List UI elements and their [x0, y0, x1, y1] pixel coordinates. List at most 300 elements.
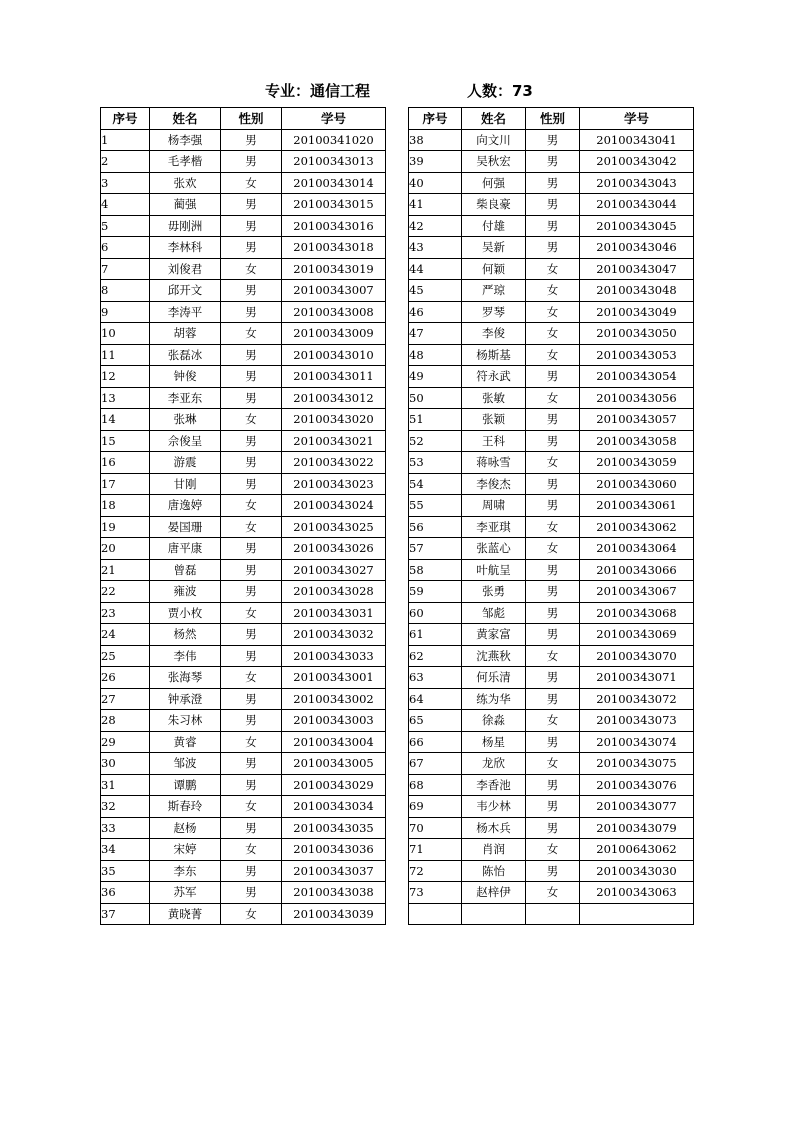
major-title: 专业：通信工程	[265, 82, 371, 100]
cell-name: 吴新	[462, 237, 526, 259]
cell-name: 向文川	[462, 129, 526, 151]
cell-no: 72	[409, 860, 462, 882]
cell-no: 2	[101, 151, 150, 173]
cell-no: 12	[101, 366, 150, 388]
cell-no: 25	[101, 645, 150, 667]
cell-student-id: 20100343015	[282, 194, 386, 216]
cell-no: 10	[101, 323, 150, 345]
table-row	[409, 215, 694, 237]
cell-student-id: 20100343035	[282, 817, 386, 839]
cell-student-id: 20100343067	[580, 581, 694, 603]
cell-gender: 男	[221, 237, 282, 259]
cell-student-id: 20100343073	[580, 710, 694, 732]
cell-name: 胡蓉	[150, 323, 221, 345]
cell-student-id: 20100343060	[580, 473, 694, 495]
table-row	[409, 344, 694, 366]
table-row	[101, 624, 386, 646]
cell-student-id: 20100343056	[580, 387, 694, 409]
table-row	[409, 710, 694, 732]
cell-student-id: 20100343032	[282, 624, 386, 646]
cell-no: 39	[409, 151, 462, 173]
cell-name: 刘俊君	[150, 258, 221, 280]
cell-no: 56	[409, 516, 462, 538]
cell-name	[462, 903, 526, 925]
cell-no: 51	[409, 409, 462, 431]
cell-name: 杨李强	[150, 129, 221, 151]
cell-no: 52	[409, 430, 462, 452]
cell-name: 朱习林	[150, 710, 221, 732]
cell-no: 44	[409, 258, 462, 280]
table-row	[409, 237, 694, 259]
cell-student-id: 20100343042	[580, 151, 694, 173]
cell-name: 宋婷	[150, 839, 221, 861]
cell-student-id: 20100343023	[282, 473, 386, 495]
cell-name: 杨星	[462, 731, 526, 753]
cell-no: 15	[101, 430, 150, 452]
cell-student-id: 20100343011	[282, 366, 386, 388]
cell-student-id: 20100343025	[282, 516, 386, 538]
cell-gender: 男	[526, 172, 580, 194]
cell-student-id: 20100343034	[282, 796, 386, 818]
cell-gender: 男	[221, 624, 282, 646]
cell-gender: 男	[221, 129, 282, 151]
cell-student-id: 20100343041	[580, 129, 694, 151]
cell-name: 谭鹏	[150, 774, 221, 796]
table-row	[101, 753, 386, 775]
cell-gender: 男	[221, 194, 282, 216]
cell-gender: 男	[526, 194, 580, 216]
cell-gender: 男	[526, 774, 580, 796]
cell-student-id: 20100343061	[580, 495, 694, 517]
cell-student-id: 20100343053	[580, 344, 694, 366]
cell-no: 57	[409, 538, 462, 560]
cell-name: 叶航呈	[462, 559, 526, 581]
table-row	[409, 430, 694, 452]
cell-name: 何颖	[462, 258, 526, 280]
cell-no: 47	[409, 323, 462, 345]
cell-name: 邹波	[150, 753, 221, 775]
cell-no: 1	[101, 129, 150, 151]
cell-name: 李俊杰	[462, 473, 526, 495]
cell-name: 何乐清	[462, 667, 526, 689]
cell-name: 毛孝楷	[150, 151, 221, 173]
table-row	[101, 172, 386, 194]
table-row	[101, 581, 386, 603]
table-row	[101, 667, 386, 689]
cell-gender: 男	[526, 688, 580, 710]
cell-name: 钟承澄	[150, 688, 221, 710]
header-student-id: 学号	[580, 108, 694, 130]
cell-student-id: 20100343019	[282, 258, 386, 280]
cell-name: 李涛平	[150, 301, 221, 323]
cell-no: 27	[101, 688, 150, 710]
cell-student-id: 20100343003	[282, 710, 386, 732]
cell-name: 张磊冰	[150, 344, 221, 366]
cell-gender: 男	[526, 237, 580, 259]
cell-no: 49	[409, 366, 462, 388]
cell-no: 61	[409, 624, 462, 646]
cell-name: 黄睿	[150, 731, 221, 753]
cell-gender: 女	[221, 796, 282, 818]
cell-name: 付雄	[462, 215, 526, 237]
cell-no: 69	[409, 796, 462, 818]
cell-name: 杨斯基	[462, 344, 526, 366]
table-row	[409, 258, 694, 280]
table-row	[409, 280, 694, 302]
cell-gender: 男	[221, 559, 282, 581]
cell-gender: 男	[221, 538, 282, 560]
cell-name: 吴秋宏	[462, 151, 526, 173]
cell-name: 甘刚	[150, 473, 221, 495]
cell-no: 11	[101, 344, 150, 366]
cell-gender: 女	[221, 667, 282, 689]
cell-gender: 男	[526, 667, 580, 689]
cell-no: 37	[101, 903, 150, 925]
cell-gender: 女	[526, 516, 580, 538]
cell-student-id: 20100343058	[580, 430, 694, 452]
cell-student-id: 20100343012	[282, 387, 386, 409]
cell-student-id: 20100343016	[282, 215, 386, 237]
cell-no: 17	[101, 473, 150, 495]
cell-no: 19	[101, 516, 150, 538]
table-row	[101, 516, 386, 538]
cell-student-id: 20100343057	[580, 409, 694, 431]
cell-gender: 男	[221, 817, 282, 839]
cell-student-id: 20100343047	[580, 258, 694, 280]
cell-student-id: 20100343031	[282, 602, 386, 624]
cell-name: 韦少林	[462, 796, 526, 818]
cell-no: 35	[101, 860, 150, 882]
cell-no: 54	[409, 473, 462, 495]
cell-student-id	[580, 903, 694, 925]
table-header-row	[409, 108, 694, 130]
cell-name: 赵梓伊	[462, 882, 526, 904]
cell-gender: 女	[221, 731, 282, 753]
cell-name: 张颖	[462, 409, 526, 431]
cell-no: 26	[101, 667, 150, 689]
cell-gender: 女	[221, 839, 282, 861]
cell-student-id: 20100343068	[580, 602, 694, 624]
cell-student-id: 20100343049	[580, 301, 694, 323]
cell-name: 周啸	[462, 495, 526, 517]
cell-gender: 女	[526, 538, 580, 560]
cell-gender: 男	[526, 366, 580, 388]
cell-student-id: 20100343050	[580, 323, 694, 345]
table-row	[101, 559, 386, 581]
cell-name: 蔺强	[150, 194, 221, 216]
cell-gender: 男	[526, 473, 580, 495]
cell-name: 张欢	[150, 172, 221, 194]
cell-gender: 男	[526, 151, 580, 173]
table-row	[101, 430, 386, 452]
table-row	[409, 860, 694, 882]
cell-no: 55	[409, 495, 462, 517]
table-row	[101, 301, 386, 323]
cell-no: 24	[101, 624, 150, 646]
table-row	[409, 172, 694, 194]
cell-name: 张琳	[150, 409, 221, 431]
cell-student-id: 20100343010	[282, 344, 386, 366]
cell-no: 65	[409, 710, 462, 732]
cell-no: 29	[101, 731, 150, 753]
cell-name: 何强	[462, 172, 526, 194]
cell-gender: 男	[221, 280, 282, 302]
cell-name: 徐淼	[462, 710, 526, 732]
student-table-right	[408, 107, 694, 925]
cell-gender: 男	[526, 559, 580, 581]
header-no: 序号	[409, 108, 462, 130]
table-row	[101, 688, 386, 710]
cell-no: 32	[101, 796, 150, 818]
cell-gender: 男	[526, 796, 580, 818]
cell-name: 练为华	[462, 688, 526, 710]
table-row	[409, 602, 694, 624]
cell-student-id: 20100341020	[282, 129, 386, 151]
cell-no: 3	[101, 172, 150, 194]
table-row	[101, 796, 386, 818]
cell-no: 45	[409, 280, 462, 302]
cell-no: 36	[101, 882, 150, 904]
table-row	[409, 473, 694, 495]
cell-gender: 女	[526, 280, 580, 302]
cell-no: 21	[101, 559, 150, 581]
cell-name: 杨然	[150, 624, 221, 646]
cell-no: 33	[101, 817, 150, 839]
table-row	[409, 774, 694, 796]
cell-gender: 男	[221, 452, 282, 474]
header-student-id: 学号	[282, 108, 386, 130]
student-count: 人数：73	[467, 82, 533, 100]
cell-name: 晏国珊	[150, 516, 221, 538]
cell-student-id: 20100343018	[282, 237, 386, 259]
cell-gender: 女	[526, 301, 580, 323]
student-table-left	[100, 107, 386, 925]
cell-gender: 男	[526, 602, 580, 624]
cell-student-id: 20100343002	[282, 688, 386, 710]
cell-name: 陈怡	[462, 860, 526, 882]
table-row	[101, 409, 386, 431]
table-header-row	[101, 108, 386, 130]
table-row	[409, 323, 694, 345]
cell-name: 苏军	[150, 882, 221, 904]
cell-no	[409, 903, 462, 925]
table-row	[101, 774, 386, 796]
cell-name: 斯春玲	[150, 796, 221, 818]
cell-name: 李香池	[462, 774, 526, 796]
cell-no: 43	[409, 237, 462, 259]
cell-name: 黄晓菁	[150, 903, 221, 925]
cell-name: 符永武	[462, 366, 526, 388]
table-row	[409, 409, 694, 431]
cell-no: 22	[101, 581, 150, 603]
cell-gender: 男	[526, 430, 580, 452]
cell-gender: 男	[221, 151, 282, 173]
table-row	[101, 839, 386, 861]
table-row	[101, 280, 386, 302]
cell-no: 20	[101, 538, 150, 560]
cell-gender: 女	[526, 839, 580, 861]
cell-gender: 女	[526, 323, 580, 345]
header-gender: 性别	[526, 108, 580, 130]
header-gender: 性别	[221, 108, 282, 130]
cell-student-id: 20100343076	[580, 774, 694, 796]
cell-student-id: 20100343028	[282, 581, 386, 603]
table-row	[101, 645, 386, 667]
cell-gender: 女	[221, 903, 282, 925]
cell-student-id: 20100343020	[282, 409, 386, 431]
table-row	[409, 645, 694, 667]
cell-student-id: 20100343026	[282, 538, 386, 560]
cell-student-id: 20100343024	[282, 495, 386, 517]
cell-no: 71	[409, 839, 462, 861]
cell-no: 67	[409, 753, 462, 775]
table-row	[101, 366, 386, 388]
cell-student-id: 20100343054	[580, 366, 694, 388]
cell-name: 张蓝心	[462, 538, 526, 560]
cell-name: 李伟	[150, 645, 221, 667]
cell-student-id: 20100343043	[580, 172, 694, 194]
table-row	[409, 817, 694, 839]
cell-gender: 男	[221, 215, 282, 237]
table-row	[409, 903, 694, 925]
cell-student-id: 20100343062	[580, 516, 694, 538]
cell-student-id: 20100343007	[282, 280, 386, 302]
cell-student-id: 20100343022	[282, 452, 386, 474]
cell-no: 34	[101, 839, 150, 861]
cell-no: 13	[101, 387, 150, 409]
cell-no: 63	[409, 667, 462, 689]
cell-student-id: 20100343009	[282, 323, 386, 345]
cell-student-id: 20100343044	[580, 194, 694, 216]
table-row	[101, 495, 386, 517]
table-row	[409, 151, 694, 173]
cell-no: 30	[101, 753, 150, 775]
header-name: 姓名	[150, 108, 221, 130]
cell-student-id: 20100343037	[282, 860, 386, 882]
cell-no: 53	[409, 452, 462, 474]
table-row	[409, 452, 694, 474]
cell-student-id: 20100643062	[580, 839, 694, 861]
cell-no: 59	[409, 581, 462, 603]
cell-student-id: 20100343008	[282, 301, 386, 323]
cell-gender: 女	[526, 344, 580, 366]
cell-gender: 女	[221, 172, 282, 194]
cell-gender: 女	[221, 323, 282, 345]
cell-gender: 男	[526, 581, 580, 603]
cell-student-id: 20100343069	[580, 624, 694, 646]
cell-name: 邹彪	[462, 602, 526, 624]
cell-name: 贾小枚	[150, 602, 221, 624]
table-row	[409, 516, 694, 538]
table-row	[101, 258, 386, 280]
cell-no: 70	[409, 817, 462, 839]
cell-student-id: 20100343066	[580, 559, 694, 581]
cell-student-id: 20100343059	[580, 452, 694, 474]
cell-student-id: 20100343048	[580, 280, 694, 302]
cell-gender: 女	[526, 452, 580, 474]
cell-no: 58	[409, 559, 462, 581]
cell-no: 9	[101, 301, 150, 323]
cell-name: 罗琴	[462, 301, 526, 323]
cell-no: 48	[409, 344, 462, 366]
cell-gender: 女	[526, 710, 580, 732]
table-row	[101, 452, 386, 474]
cell-gender: 男	[526, 624, 580, 646]
cell-no: 6	[101, 237, 150, 259]
cell-student-id: 20100343027	[282, 559, 386, 581]
cell-name: 曾磊	[150, 559, 221, 581]
cell-student-id: 20100343038	[282, 882, 386, 904]
cell-name: 唐平康	[150, 538, 221, 560]
cell-gender: 男	[221, 473, 282, 495]
cell-gender: 男	[221, 645, 282, 667]
table-row	[101, 151, 386, 173]
table-row	[409, 882, 694, 904]
table-row	[409, 194, 694, 216]
table-row	[409, 366, 694, 388]
cell-gender: 男	[526, 817, 580, 839]
header-no: 序号	[101, 108, 150, 130]
cell-student-id: 20100343036	[282, 839, 386, 861]
cell-name: 张敏	[462, 387, 526, 409]
cell-gender: 男	[221, 387, 282, 409]
cell-student-id: 20100343064	[580, 538, 694, 560]
cell-name: 柴良豪	[462, 194, 526, 216]
cell-student-id: 20100343013	[282, 151, 386, 173]
cell-name: 张海琴	[150, 667, 221, 689]
cell-name: 杨木兵	[462, 817, 526, 839]
cell-student-id: 20100343005	[282, 753, 386, 775]
cell-student-id: 20100343075	[580, 753, 694, 775]
table-row	[101, 473, 386, 495]
table-row	[101, 903, 386, 925]
cell-gender: 女	[221, 602, 282, 624]
cell-gender: 女	[526, 882, 580, 904]
cell-student-id: 20100343039	[282, 903, 386, 925]
cell-name: 游震	[150, 452, 221, 474]
cell-student-id: 20100343004	[282, 731, 386, 753]
cell-gender: 男	[526, 731, 580, 753]
cell-no: 38	[409, 129, 462, 151]
table-row	[101, 344, 386, 366]
cell-no: 46	[409, 301, 462, 323]
table-row	[101, 538, 386, 560]
cell-gender: 女	[221, 516, 282, 538]
cell-name: 王科	[462, 430, 526, 452]
table-row	[409, 624, 694, 646]
table-row	[409, 796, 694, 818]
cell-student-id: 20100343063	[580, 882, 694, 904]
table-row	[409, 731, 694, 753]
cell-name: 黄家富	[462, 624, 526, 646]
cell-name: 李俊	[462, 323, 526, 345]
cell-no: 14	[101, 409, 150, 431]
table-row	[409, 688, 694, 710]
cell-name: 李亚东	[150, 387, 221, 409]
table-row	[101, 602, 386, 624]
cell-name: 张勇	[462, 581, 526, 603]
cell-name: 龙欣	[462, 753, 526, 775]
cell-name: 邱开文	[150, 280, 221, 302]
cell-name: 唐逸婷	[150, 495, 221, 517]
table-row	[101, 882, 386, 904]
table-row	[409, 301, 694, 323]
table-row	[101, 215, 386, 237]
cell-no: 4	[101, 194, 150, 216]
table-row	[101, 237, 386, 259]
cell-gender: 男	[526, 409, 580, 431]
cell-no: 66	[409, 731, 462, 753]
